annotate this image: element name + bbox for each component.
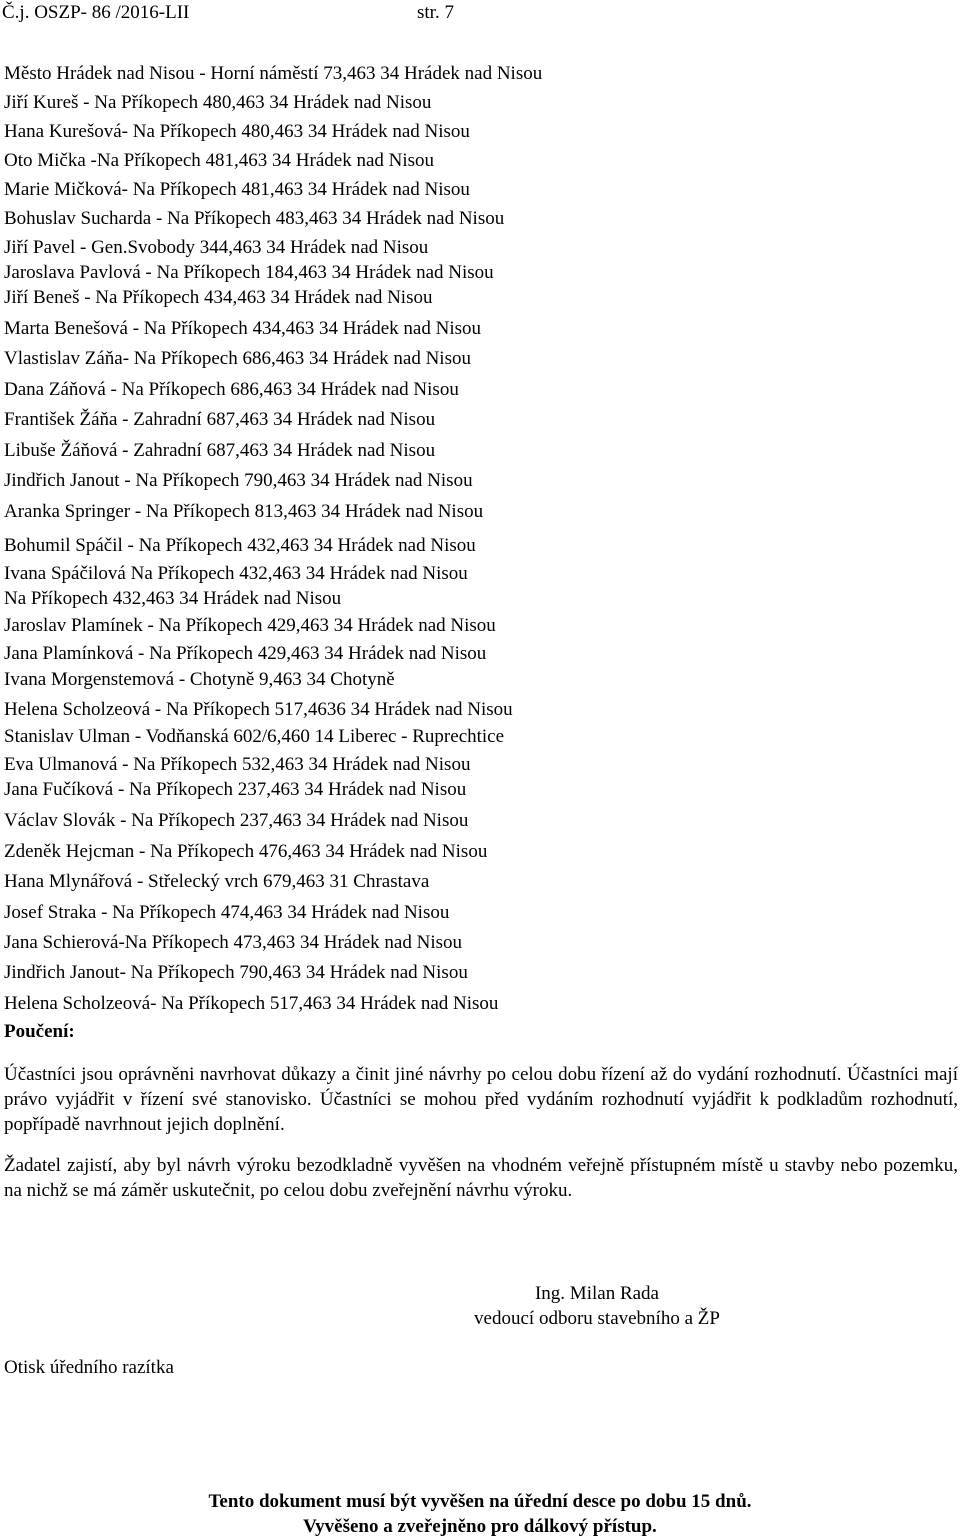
party-line: František Žáňa - Zahradní 687,463 34 Hrádek nad Nisou: [4, 409, 436, 430]
signer-name: Ing. Milan Rada: [534, 1283, 659, 1304]
party-line: Helena Scholzeová- Na Příkopech 517,463 34 Hrádek nad Nisou: [4, 993, 499, 1014]
party-line: Jaroslav Plamínek - Na Příkopech 429,463 34 Hrádek nad Nisou: [4, 615, 496, 636]
party-line: Oto Mička -Na Příkopech 481,463 34 Hrádek nad Nisou: [4, 150, 435, 171]
party-line: Hana Mlynářová - Střelecký vrch 679,463 31 Chrastava: [4, 871, 430, 892]
party-line: Jiří Kureš - Na Příkopech 480,463 34 Hrádek nad Nisou: [4, 92, 432, 113]
instruction-paragraph: Účastníci jsou oprávněni navrhovat důkazy a činit jiné návrhy po celou dobu řízení až do vydání rozhodnutí. Účastníci mají právo vyjádřit v řízení své stanovisko. Účastníci se mohou před vydáním rozhodnutí vyjádřit k podkladům rozhodnutí, popřípadě navrhnout jejich doplnění.: [4, 1064, 958, 1135]
party-line: Libuše Žáňová - Zahradní 687,463 34 Hrádek nad Nisou: [4, 440, 436, 461]
party-line: Václav Slovák - Na Příkopech 237,463 34 Hrádek nad Nisou: [4, 810, 469, 831]
page-number: str. 7: [417, 2, 454, 23]
party-line: Zdeněk Hejcman - Na Příkopech 476,463 34 Hrádek nad Nisou: [4, 841, 488, 862]
signer-role: vedoucí odboru stavebního a ŽP: [474, 1308, 720, 1329]
party-line: Eva Ulmanová - Na Příkopech 532,463 34 Hrádek nad Nisou: [4, 754, 471, 775]
party-line: Ivana Spáčilová Na Příkopech 432,463 34 Hrádek nad Nisou: [4, 563, 468, 584]
party-line: Dana Záňová - Na Příkopech 686,463 34 Hrádek nad Nisou: [4, 379, 459, 400]
party-line: Ivana Morgenstemová - Chotyně 9,463 34 Chotyně: [4, 669, 395, 690]
party-line: Jaroslava Pavlová - Na Příkopech 184,463 34 Hrádek nad Nisou: [4, 262, 494, 283]
party-line: Stanislav Ulman - Vodňanská 602/6,460 14 Liberec - Ruprechtice: [4, 726, 505, 747]
party-line: Jindřich Janout - Na Příkopech 790,463 34 Hrádek nad Nisou: [4, 470, 473, 491]
party-line: Aranka Springer - Na Příkopech 813,463 34 Hrádek nad Nisou: [4, 501, 484, 522]
party-line: Jiří Beneš - Na Příkopech 434,463 34 Hrádek nad Nisou: [4, 287, 433, 308]
party-line: Jana Schierová-Na Příkopech 473,463 34 Hrádek nad Nisou: [4, 932, 462, 953]
footer-line: Vyvěšeno a zveřejněno pro dálkový přístup.: [303, 1516, 657, 1537]
party-line: Vlastislav Záňa- Na Příkopech 686,463 34 Hrádek nad Nisou: [4, 348, 471, 369]
footer-line: Tento dokument musí být vyvěšen na úřední desce po dobu 15 dnů.: [208, 1491, 752, 1512]
party-line: Jindřich Janout- Na Příkopech 790,463 34 Hrádek nad Nisou: [4, 962, 468, 983]
party-line: Helena Scholzeová - Na Příkopech 517,4636 34 Hrádek nad Nisou: [4, 699, 513, 720]
party-line: Hana Kurešová- Na Příkopech 480,463 34 Hrádek nad Nisou: [4, 121, 470, 142]
party-line: Bohuslav Sucharda - Na Příkopech 483,463 34 Hrádek nad Nisou: [4, 208, 505, 229]
party-line: Jana Fučíková - Na Příkopech 237,463 34 Hrádek nad Nisou: [4, 779, 467, 800]
party-line: Na Příkopech 432,463 34 Hrádek nad Nisou: [4, 588, 342, 609]
party-line: Josef Straka - Na Příkopech 474,463 34 Hrádek nad Nisou: [4, 902, 450, 923]
stamp-label: Otisk úředního razítka: [4, 1357, 174, 1378]
party-line: Marta Benešová - Na Příkopech 434,463 34 Hrádek nad Nisou: [4, 318, 481, 339]
instruction-title: Poučení:: [4, 1021, 75, 1042]
instruction-paragraph: Žadatel zajistí, aby byl návrh výroku bezodkladně vyvěšen na vhodném veřejně přístupném místě u stavby nebo pozemku, na nichž se má záměr uskutečnit, po celou dobu zveřejnění návrhu výroku.: [4, 1155, 958, 1201]
party-line: Město Hrádek nad Nisou - Horní náměstí 73,463 34 Hrádek nad Nisou: [4, 63, 543, 84]
party-line: Jiří Pavel - Gen.Svobody 344,463 34 Hrádek nad Nisou: [4, 237, 429, 258]
party-line: Jana Plamínková - Na Příkopech 429,463 34 Hrádek nad Nisou: [4, 643, 487, 664]
reference-number: Č.j. OSZP- 86 /2016-LII: [2, 2, 190, 23]
party-line: Bohumil Spáčil - Na Příkopech 432,463 34 Hrádek nad Nisou: [4, 535, 476, 556]
party-line: Marie Mičková- Na Příkopech 481,463 34 Hrádek nad Nisou: [4, 179, 470, 200]
